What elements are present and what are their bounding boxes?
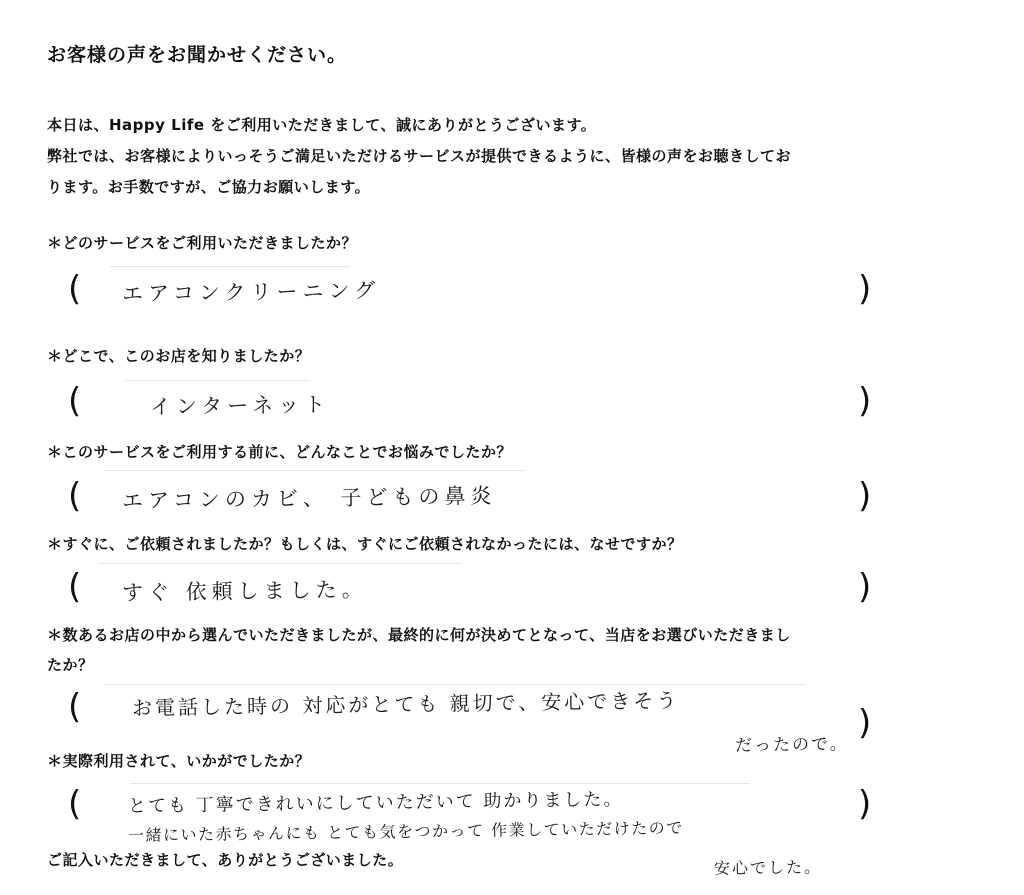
- paper-edge-line: [130, 783, 750, 784]
- intro-line-2: 弊社では、お客様によりいっそうご満足いただけるサービスが提供できるように、皆様の声をお聴きしてお: [47, 147, 792, 165]
- answer-6-close-paren: ): [858, 784, 872, 824]
- answer-2-close-paren: ): [858, 381, 872, 421]
- intro-paragraph: [47, 110, 977, 203]
- paper-edge-line: [105, 684, 805, 685]
- answer-2-open-paren: (: [68, 381, 82, 421]
- answer-2: インターネット: [149, 392, 331, 419]
- question-1: ＊どのサービスをご利用いただきましたか？: [47, 234, 358, 252]
- answer-3-open-paren: (: [68, 476, 82, 516]
- answer-3-close-paren: ): [858, 476, 872, 516]
- answer-4-close-paren: ): [858, 567, 872, 607]
- paper-edge-line: [105, 470, 525, 471]
- question-2: ＊どこで、このお店を知りましたか？: [47, 347, 311, 365]
- closing-text: ご記入いただきまして、ありがとうございました。: [47, 851, 404, 869]
- answer-6-open-paren: (: [68, 784, 82, 824]
- question-4: ＊すぐに、ご依頼されましたか？もしくは、すぐにご依頼されなかったには、なせですか？: [47, 535, 683, 553]
- answer-5-line-2: だったので。: [734, 734, 849, 756]
- paper-edge-line: [110, 266, 350, 267]
- answer-6-line-1: とても 丁寧できれいにしていただいて 助かりました。: [127, 789, 624, 817]
- question-6: ＊実際利用されて、いかがでしたか？: [47, 752, 311, 770]
- question-3: ＊このサービスをご利用する前に、どんなことでお悩みでしたか？: [47, 443, 513, 461]
- answer-3: エアコンのカビ、 子どもの鼻炎: [121, 483, 497, 513]
- answer-1-close-paren: ): [858, 269, 872, 309]
- intro-line-3: ります。お手数ですが、ご協力お願いします。: [47, 178, 371, 196]
- answer-1: エアコンクリーニング: [121, 278, 381, 306]
- intro-line-1: 本日は、Happy Life をご利用いただきまして、誠にありがとうございます。: [47, 116, 597, 134]
- paper-edge-line: [100, 563, 460, 564]
- question-5-line-2: たか？: [47, 656, 94, 674]
- answer-6-line-2: 一緒にいた赤ちゃんにも とても気をつかって 作業していただけたので: [127, 818, 684, 845]
- form-title: お客様の声をお聞かせください。: [47, 44, 348, 66]
- answer-4: すぐ 依頼しました。: [121, 577, 368, 605]
- paper-edge-line: [125, 380, 310, 381]
- answer-1-open-paren: (: [68, 269, 82, 309]
- question-5-line-1: ＊数あるお店の中から選んでいただきましたが、最終的に何が決めてとなって、当店をお選びいただきまし: [47, 626, 791, 644]
- answer-5-close-paren: ): [858, 703, 872, 743]
- answer-5-line-1: お電話した時の 対応がとても 親切で、安心できそう: [131, 688, 680, 720]
- answer-5-open-paren: (: [68, 687, 82, 727]
- answer-4-open-paren: (: [68, 567, 82, 607]
- answer-6-line-3: 安心でした。: [713, 857, 823, 878]
